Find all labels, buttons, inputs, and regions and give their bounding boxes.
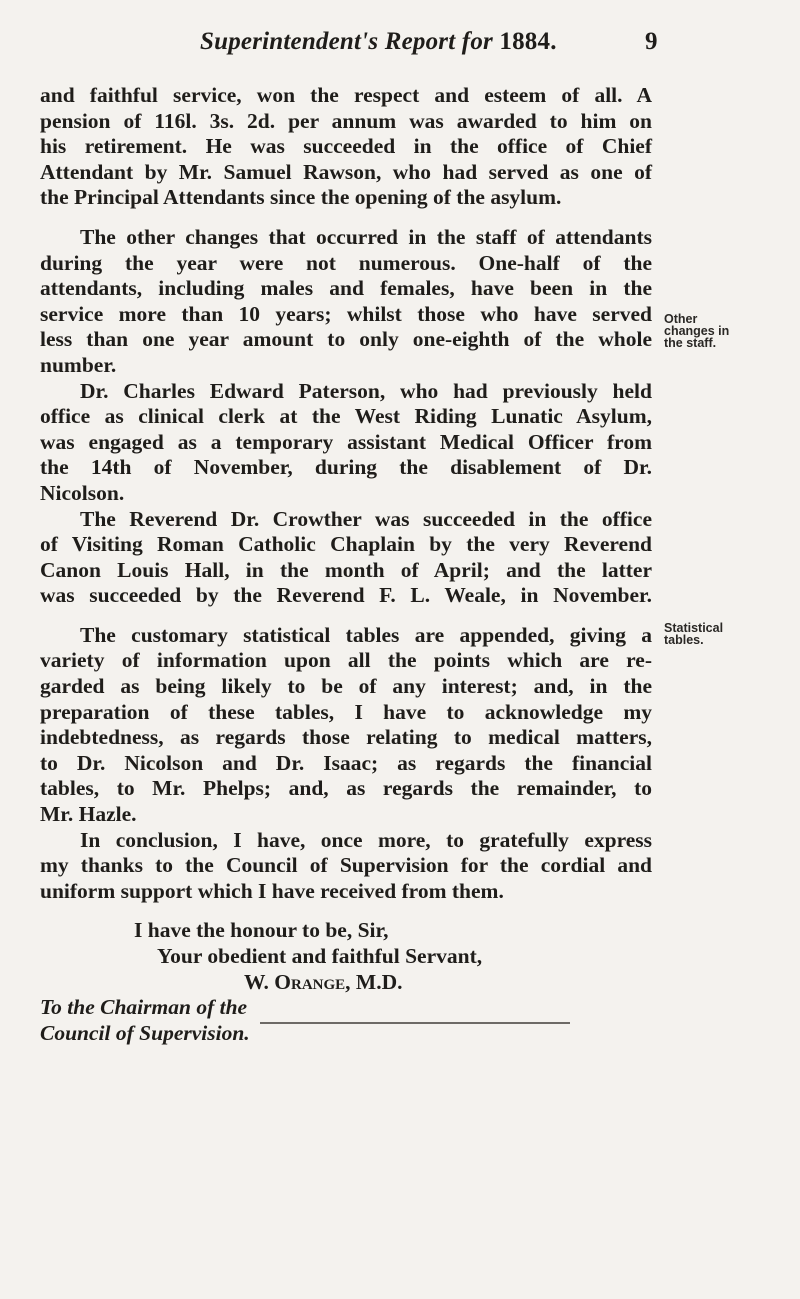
margin-note-line: Statistical: [664, 621, 724, 635]
text-line: less than one year amount to only one-eighth of the whole: [40, 327, 652, 352]
text-line: of Visiting Roman Catholic Chaplain by the very Reverend: [40, 532, 652, 557]
text-line: pension of 116l. 3s. 2d. per annum was awarded to him on: [40, 108, 652, 133]
text-line: service more than 10 years; whilst those who have served: [40, 301, 652, 326]
margin-note-line: the staff.: [664, 336, 717, 350]
body-text: [40, 83, 652, 1046]
text-line: his retirement. He was succeeded in the office of Chief: [40, 134, 652, 159]
text-line: indebtedness, as regards those relating to medical matters,: [40, 725, 652, 750]
text-line: preparation of these tables, I have to acknowledge my: [40, 699, 652, 724]
text-line: to Dr. Nicolson and Dr. Isaac; as regards the financial: [40, 750, 652, 775]
text-line: was succeeded by the Reverend F. L. Weale, in November.: [40, 583, 652, 608]
margin-note-line: Other: [664, 312, 698, 326]
text-line: and faithful service, won the respect and esteem of all. A: [40, 83, 652, 107]
margin-note-line: tables.: [664, 633, 704, 647]
running-title-year: 1884.: [499, 28, 557, 55]
divider-rule: [260, 1022, 570, 1024]
text-line: Attendant by Mr. Samuel Rawson, who had served as one of: [40, 159, 652, 184]
page-number: 9: [645, 28, 658, 55]
text-line: The Reverend Dr. Crowther was succeeded in the office: [80, 506, 652, 531]
closing-block: [40, 918, 652, 1046]
text-line: number.: [40, 352, 117, 377]
text-line: Canon Louis Hall, in the month of April; and the latter: [40, 557, 652, 582]
text-line: The customary statistical tables are appended, giving a: [80, 622, 652, 647]
signature: W. Orange, M.D.: [244, 969, 403, 994]
addressee-line: To the Chairman of the: [40, 995, 248, 1020]
text-line: The other changes that occurred in the staff of attendants: [80, 224, 652, 249]
paragraph-paterson: [40, 379, 652, 507]
text-line: Dr. Charles Edward Paterson, who had previously held: [80, 378, 652, 403]
text-line: was engaged as a temporary assistant Medical Officer from: [40, 429, 652, 454]
paragraph-staff-changes: [40, 225, 652, 379]
text-line: the Principal Attendants since the opening of the asylum.: [40, 185, 562, 210]
text-line: variety of information upon all the points which are re-: [40, 648, 652, 673]
text-line: the 14th of November, during the disablement of Dr.: [40, 455, 652, 480]
text-line: garded as being likely to be of any interest; and, in the: [40, 674, 652, 699]
page-header: [0, 28, 800, 62]
text-line: during the year were not numerous. One-half of the: [40, 250, 652, 275]
text-line: attendants, including males and females, have been in the: [40, 276, 652, 301]
text-line: Nicolson.: [40, 480, 125, 505]
paragraph-chaplain: [40, 507, 652, 609]
paragraph-statistical-tables: [40, 623, 652, 828]
text-line: my thanks to the Council of Supervision for the cordial and: [40, 853, 652, 878]
closing-honour: I have the honour to be, Sir,: [134, 918, 389, 943]
closing-servant: Your obedient and faithful Servant,: [157, 944, 483, 968]
running-title-text: Superintendent's Report for: [200, 28, 493, 55]
text-line: Mr. Hazle.: [40, 802, 137, 827]
text-line: office as clinical clerk at the West Riding Lunatic Asylum,: [40, 404, 652, 429]
paragraph-retirement: [40, 83, 652, 211]
running-title: [200, 28, 557, 56]
addressee-line: Council of Supervision.: [40, 1020, 250, 1045]
margin-note-line: changes in: [664, 324, 730, 338]
text-line: tables, to Mr. Phelps; and, as regards the remainder, to: [40, 776, 652, 801]
text-line: uniform support which I have received from them.: [40, 878, 504, 903]
text-line: In conclusion, I have, once more, to gratefully express: [80, 827, 652, 852]
margin-note-statistical-tables: [664, 622, 774, 646]
margin-note-other-changes: [664, 313, 774, 349]
paragraph-conclusion: [40, 828, 652, 905]
